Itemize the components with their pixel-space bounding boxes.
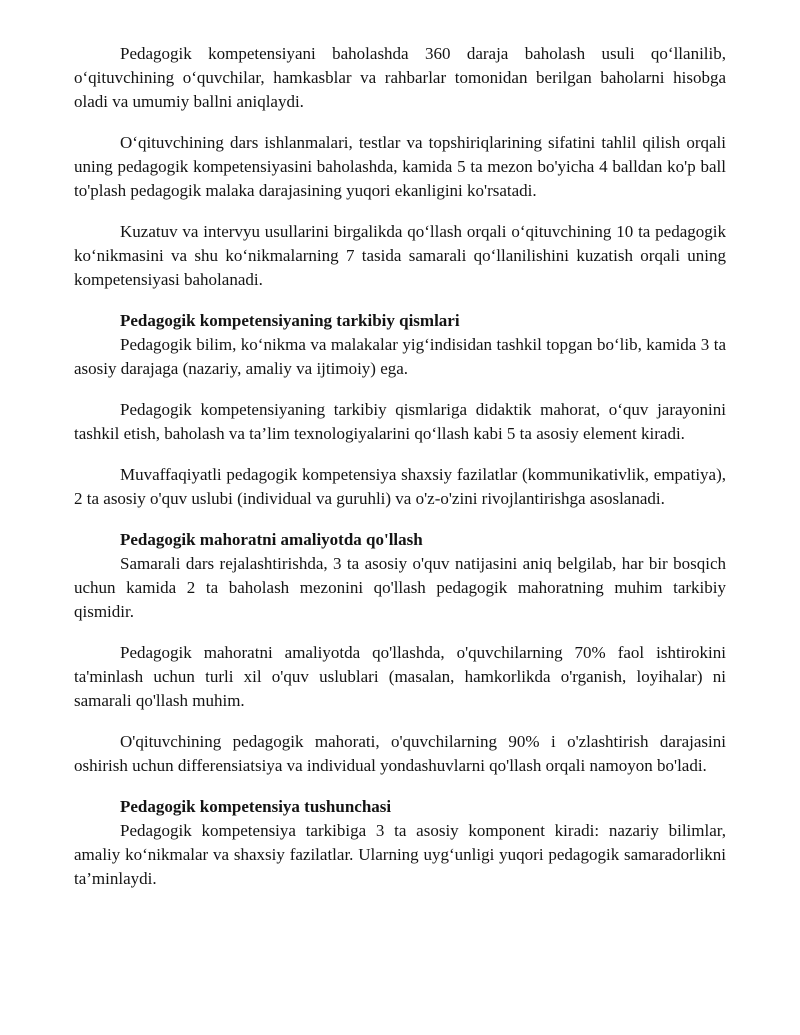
paragraph: Pedagogik mahoratni amaliyotda qo'llashda, o'quvchilarning 70% faol ishtirokini ta'minlash uchun turli xil o'quv uslublari (masalan, hamkorlikda o'rganish, loyihalar) ni samarali qo'llash muhim. — [74, 643, 726, 710]
paragraph: Pedagogik kompetensiyaning tarkibiy qismlariga didaktik mahorat, o‘quv jarayonini tashkil etish, baholash va ta’lim texnologiyalarini qo‘llash kabi 5 ta asosiy element kiradi. — [74, 400, 726, 443]
paragraph: Pedagogik kompetensiya tarkibiga 3 ta asosiy komponent kiradi: nazariy bilimlar, amaliy ko‘nikmalar va shaxsiy fazilatlar. Ularning uyg‘unligi yuqori pedagogik samaradorlikni ta’minlaydi. — [74, 821, 726, 888]
paragraph: Samarali dars rejalashtirishda, 3 ta asosiy o'quv natijasini aniq belgilab, har bir bosqich uchun kamida 2 ta baholash mezonini qo'llash pedagogik mahoratning muhim tarkibiy qismidir. — [74, 554, 726, 621]
paragraph: O'qituvchining pedagogik mahorati, o'quvchilarning 90% i o'zlashtirish darajasini oshirish uchun differensiatsiya va individual yondashuvlarni qo'llash orqali namoyon bo'ladi. — [74, 732, 726, 775]
paragraph: Pedagogik bilim, ko‘nikma va malakalar yig‘indisidan tashkil topgan bo‘lib, kamida 3 ta asosiy darajaga (nazariy, amaliy va ijtimoiy) ega. — [74, 335, 726, 378]
section-heading: Pedagogik kompetensiyaning tarkibiy qismlari — [120, 311, 460, 330]
section-heading: Pedagogik kompetensiya tushunchasi — [120, 797, 392, 816]
paragraph: Kuzatuv va intervyu usullarini birgalikda qo‘llash orqali o‘qituvchining 10 ta pedagogik ko‘nikmasini va shu ko‘nikmalarning 7 tasida samarali qo‘llanilishini kuzatish orqali uning kompetensiyasi baholanadi. — [74, 222, 726, 289]
paragraph: Pedagogik kompetensiyani baholashda 360 daraja baholash usuli qo‘llanilib, o‘qituvchining o‘quvchilar, hamkasblar va rahbarlar tomonidan berilgan baholarni hisobga oladi va umumiy ballni aniqlaydi. — [74, 44, 726, 111]
section-heading: Pedagogik mahoratni amaliyotda qo'llash — [120, 530, 423, 549]
paragraph: Muvaffaqiyatli pedagogik kompetensiya shaxsiy fazilatlar (kommunikativlik, empatiya), 2 ta asosiy o'quv uslubi (individual va guruhli) va o'z-o'zini rivojlantirishga asoslanadi. — [74, 465, 726, 508]
paragraph: O‘qituvchining dars ishlanmalari, testlar va topshiriqlarining sifatini tahlil qilish orqali uning pedagogik kompetensiyasini baholashda, kamida 5 ta mezon bo'yicha 4 balldan ko'p ball to'plash pedagogik malaka darajasining yuqori ekanligini ko'rsatadi. — [74, 133, 726, 200]
